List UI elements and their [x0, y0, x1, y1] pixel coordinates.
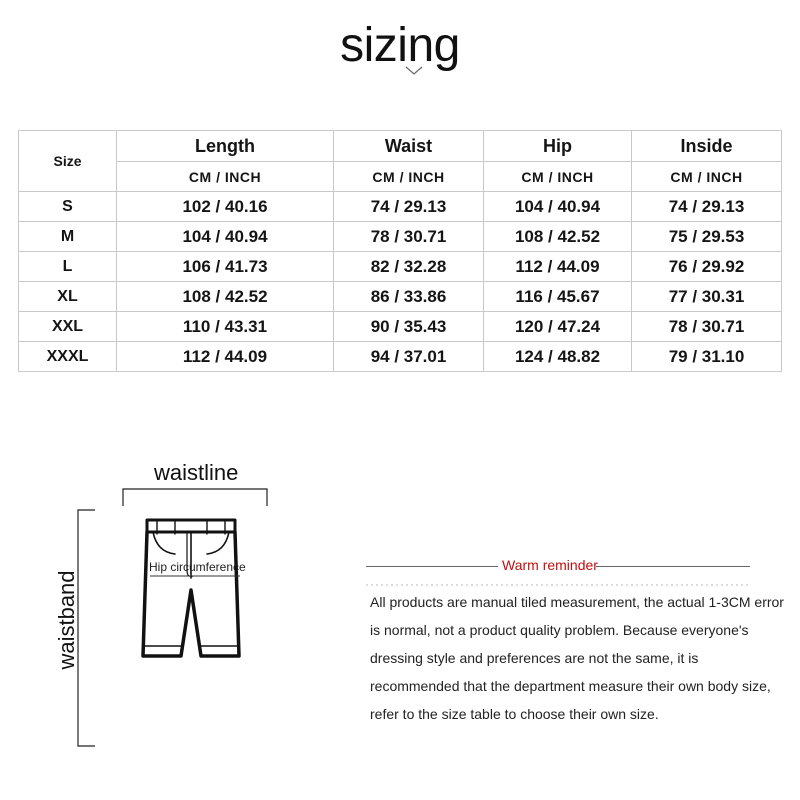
- table-cell: 116 / 45.67: [484, 282, 632, 312]
- unit-label: CM / INCH: [484, 162, 632, 192]
- size-table: [18, 130, 782, 372]
- table-row: [19, 342, 782, 372]
- table-cell: 104 / 40.94: [117, 222, 334, 252]
- dotted-divider: [366, 583, 750, 587]
- table-row: [19, 312, 782, 342]
- waistline-bracket: [122, 488, 268, 506]
- hip-circumference-label: Hip circumference: [149, 560, 246, 574]
- table-cell: 74 / 29.13: [334, 192, 484, 222]
- table-cell: 79 / 31.10: [632, 342, 782, 372]
- table-row: [19, 252, 782, 282]
- unit-row: [19, 162, 782, 192]
- table-cell: 78 / 30.71: [632, 312, 782, 342]
- table-cell: 102 / 40.16: [117, 192, 334, 222]
- table-cell: 77 / 30.31: [632, 282, 782, 312]
- table-cell: 104 / 40.94: [484, 192, 632, 222]
- size-cell: M: [19, 222, 117, 252]
- reminder-title: Warm reminder: [502, 557, 598, 573]
- table-cell: 112 / 44.09: [117, 342, 334, 372]
- size-header: Size: [19, 131, 117, 192]
- table-cell: 110 / 43.31: [117, 312, 334, 342]
- unit-label: CM / INCH: [632, 162, 782, 192]
- table-cell: 82 / 32.28: [334, 252, 484, 282]
- table-row: [19, 192, 782, 222]
- table-cell: 108 / 42.52: [117, 282, 334, 312]
- table-cell: 78 / 30.71: [334, 222, 484, 252]
- table-cell: 75 / 29.53: [632, 222, 782, 252]
- size-cell: XL: [19, 282, 117, 312]
- table-row: [19, 282, 782, 312]
- size-cell: S: [19, 192, 117, 222]
- table-cell: 74 / 29.13: [632, 192, 782, 222]
- waistband-label: waistband: [54, 570, 79, 670]
- size-cell: XXXL: [19, 342, 117, 372]
- table-cell: 112 / 44.09: [484, 252, 632, 282]
- table-cell: 86 / 33.86: [334, 282, 484, 312]
- unit-label: CM / INCH: [334, 162, 484, 192]
- hip-measure-line: [150, 574, 240, 578]
- reminder-text: All products are manual tiled measurement, the actual 1-3CM error is normal, not a product quality problem. Because everyone's dressing style and preferences are not the same, it is recommended that the department measure their own body size, refer to the size table to choose their own size.: [370, 594, 784, 722]
- column-header: Length: [117, 131, 334, 162]
- table-cell: 120 / 47.24: [484, 312, 632, 342]
- size-cell: XXL: [19, 312, 117, 342]
- reminder-divider-right: [596, 566, 750, 567]
- unit-label: CM / INCH: [117, 162, 334, 192]
- table-cell: 106 / 41.73: [117, 252, 334, 282]
- size-cell: L: [19, 252, 117, 282]
- shorts-outline-icon: [135, 518, 247, 660]
- column-header: Hip: [484, 131, 632, 162]
- column-header: Waist: [334, 131, 484, 162]
- table-row: [19, 222, 782, 252]
- table-cell: 124 / 48.82: [484, 342, 632, 372]
- header-row: [19, 131, 782, 162]
- table-cell: 90 / 35.43: [334, 312, 484, 342]
- chevron-down-icon: [404, 66, 424, 76]
- waistline-label: waistline: [154, 460, 239, 485]
- reminder-divider-left: [366, 566, 498, 567]
- table-cell: 108 / 42.52: [484, 222, 632, 252]
- page-title: sizing: [340, 19, 460, 72]
- column-header: Inside: [632, 131, 782, 162]
- table-cell: 94 / 37.01: [334, 342, 484, 372]
- table-cell: 76 / 29.92: [632, 252, 782, 282]
